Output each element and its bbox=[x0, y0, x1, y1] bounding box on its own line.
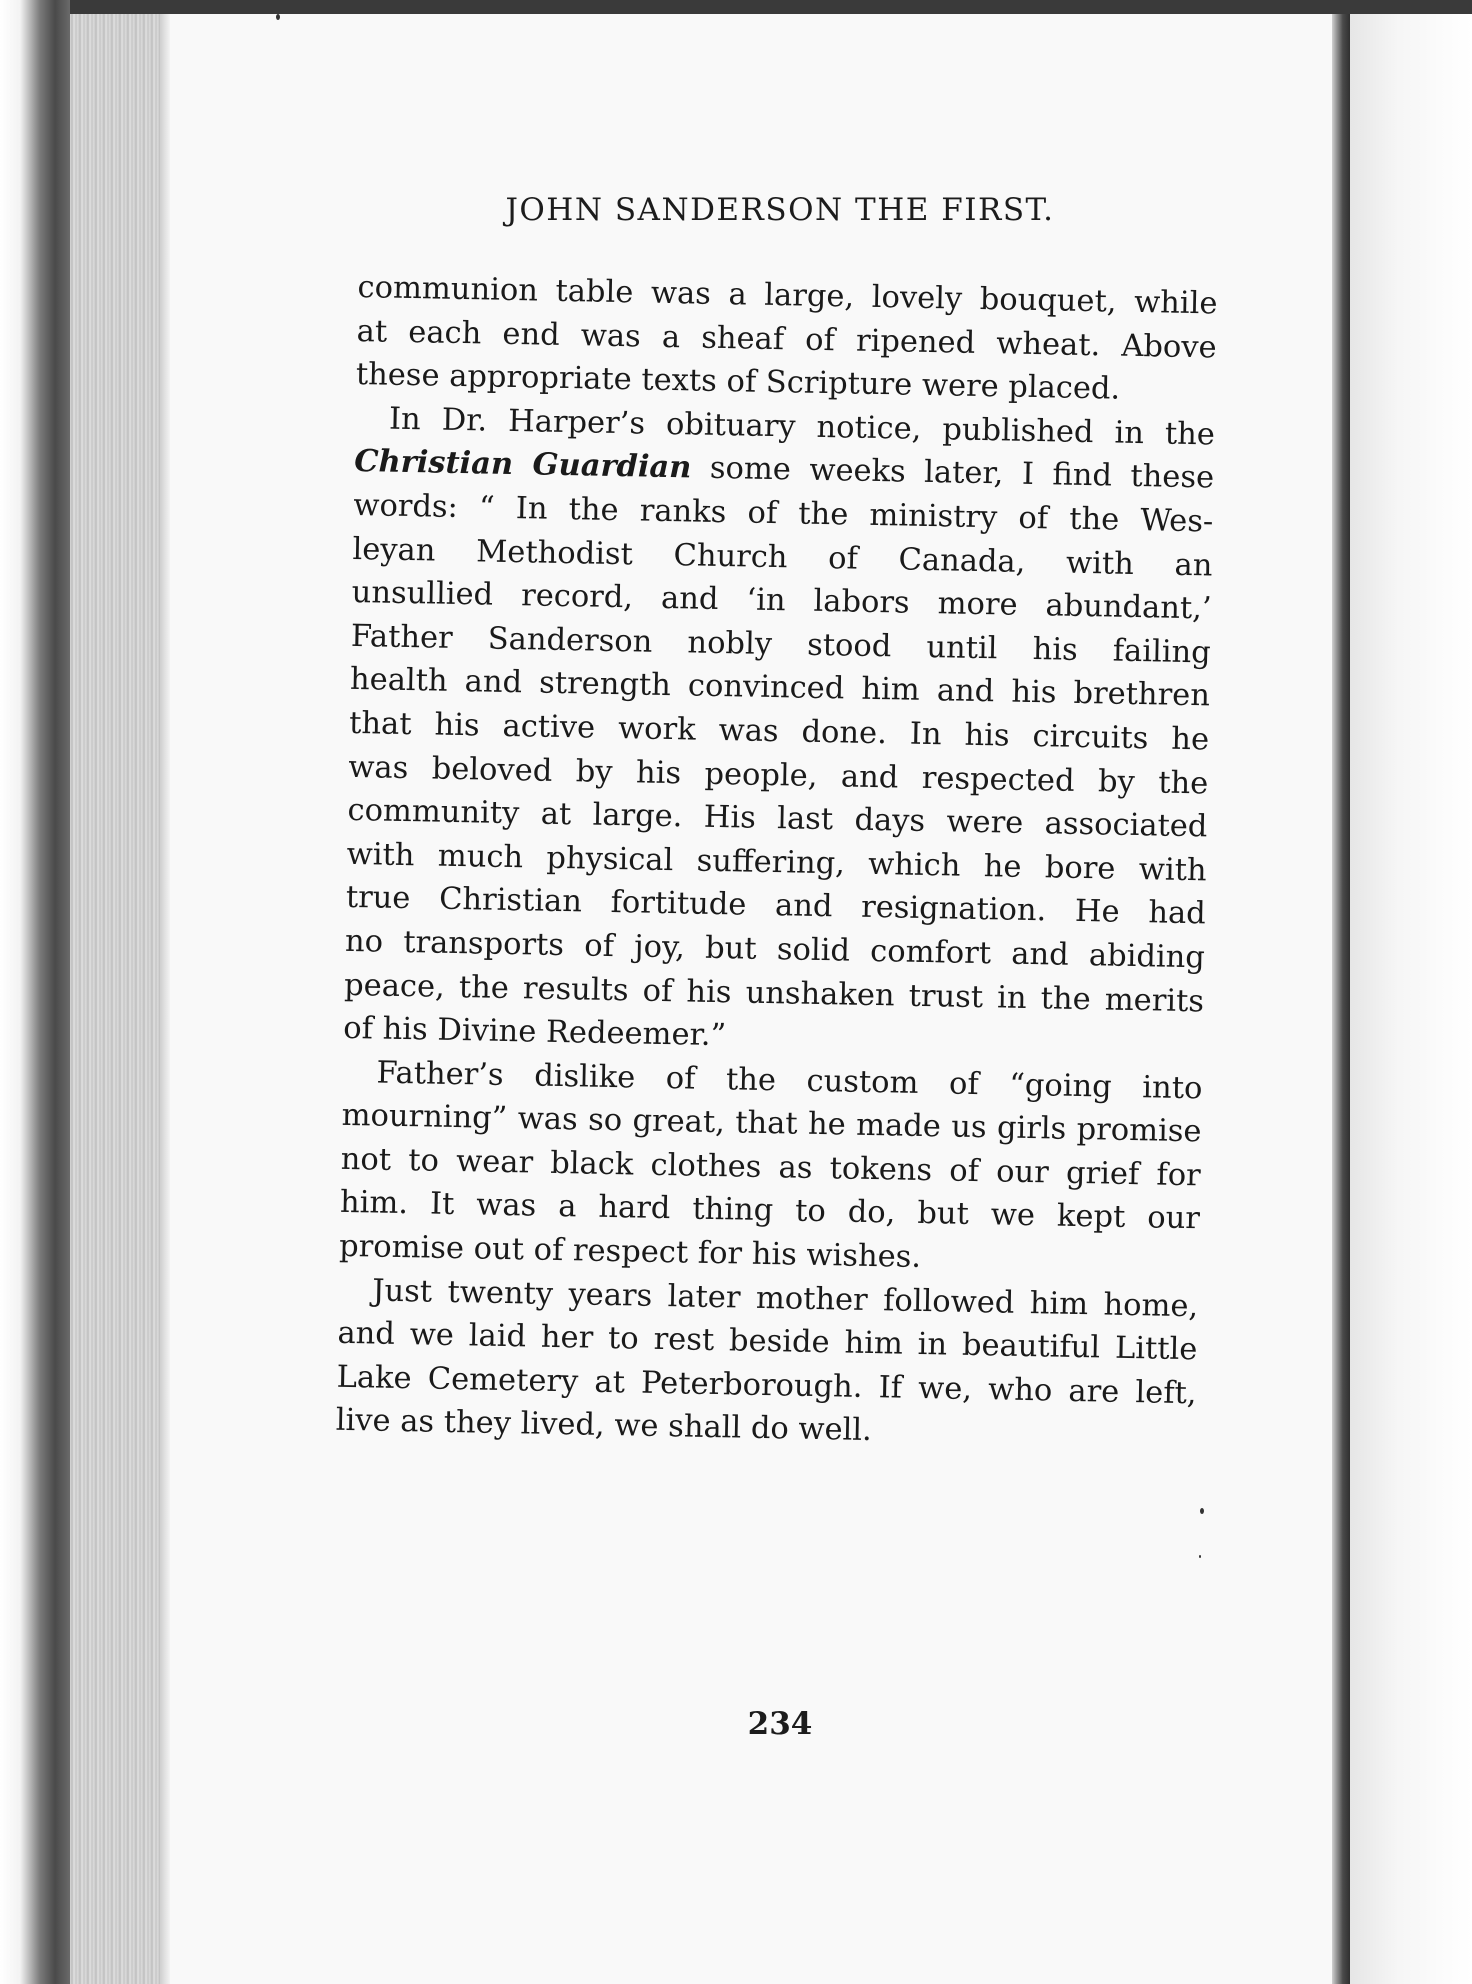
facing-page-edge bbox=[1350, 14, 1472, 1984]
dust-speck bbox=[1200, 1508, 1204, 1514]
text-line: no transports of joy, but solid comfort and abiding bbox=[344, 923, 1206, 976]
text-line: him. It was a hard thing to do, but we kept our bbox=[339, 1185, 1201, 1237]
text-line: these appropriate texts of Scripture were placed. bbox=[355, 357, 1121, 407]
text-line: promise out of respect for his wishes. bbox=[338, 1228, 922, 1276]
text-line: Father’s dislike of the custom of “going into bbox=[376, 1055, 1203, 1107]
text-line: Just twenty years later mother followed him home, bbox=[371, 1273, 1199, 1324]
scan-left-edge bbox=[0, 0, 70, 1984]
periodical-title: Christian Guardian bbox=[353, 443, 692, 486]
text-line: peace, the results of his unshaken trust in the merits bbox=[343, 967, 1205, 1019]
text-line: not to wear black clothes as tokens of our grief for bbox=[340, 1141, 1202, 1194]
text-line: health and strength convinced him and his brethren bbox=[349, 662, 1211, 714]
text-line: was beloved by his people, and respected by the bbox=[348, 749, 1209, 801]
body-text bbox=[335, 266, 1217, 1459]
text-line: with much physical suffering, which he bore with bbox=[346, 836, 1207, 889]
dust-speck bbox=[276, 14, 280, 20]
text-line: In Dr. Harper’s obituary notice, published in the bbox=[388, 401, 1216, 453]
text-line-rest: some weeks later, I find these bbox=[709, 451, 1215, 496]
text-line: live as they lived, we shall do well. bbox=[335, 1403, 873, 1449]
text-line: Lake Cemetery at Peterborough. If we, who are left, bbox=[336, 1359, 1197, 1412]
text-line: mourning” was so great, that he made us girls promise bbox=[341, 1098, 1202, 1150]
book-page-edges bbox=[70, 0, 170, 1984]
text-line: at each end was a sheaf of ripened wheat. Above bbox=[356, 313, 1217, 366]
text-line: community at large. His last days were associated bbox=[347, 793, 1208, 845]
text-line: and we laid her to rest beside him in beautiful Little bbox=[337, 1316, 1198, 1368]
book-gutter bbox=[1332, 14, 1350, 1984]
text-line: words: “ In the ranks of the ministry of the Wes- bbox=[353, 487, 1214, 540]
page-number: 234 bbox=[747, 1706, 813, 1742]
text-line: leyan Methodist Church of Canada, with an bbox=[352, 531, 1213, 584]
text-line: true Christian fortitude and resignation. He had bbox=[345, 880, 1207, 932]
text-line: Father Sanderson nobly stood until his failing bbox=[350, 618, 1212, 671]
text-line: that his active work was done. In his circuits he bbox=[348, 705, 1210, 758]
text-line: of his Divine Redeemer.” bbox=[343, 1010, 727, 1054]
running-head: JOHN SANDERSON THE FIRST. bbox=[505, 192, 1055, 228]
scan-top-edge bbox=[70, 0, 1472, 14]
text-line: unsullied record, and ‘in labors more abundant,’ bbox=[351, 575, 1212, 627]
text-line: communion table was a large, lovely bouquet, while bbox=[357, 269, 1218, 322]
dust-speck bbox=[1199, 1555, 1201, 1558]
